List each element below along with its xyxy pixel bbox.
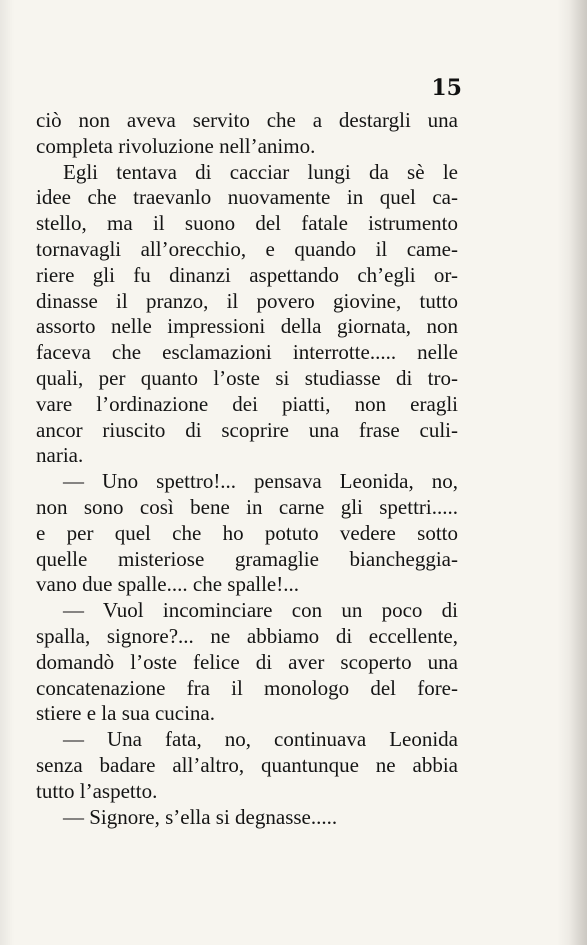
- text-line: domandò l’oste felice di aver scoperto una: [36, 649, 458, 674]
- text-line: quali, per quanto l’oste si studiasse di tro-: [36, 365, 458, 390]
- text-line: idee che traevanlo nuovamente in quel ca-: [36, 185, 458, 210]
- text-line: ciò non aveva servito che a destargli una: [36, 108, 458, 132]
- text-line: completa rivoluzione nell’animo.: [36, 133, 316, 158]
- text-line: senza badare all’altro, quantunque ne abbia: [36, 752, 458, 777]
- text-line: vano due spalle.... che spalle!...: [36, 572, 299, 597]
- text-line: — Signore, s’ella si degnasse.....: [63, 804, 338, 829]
- page-number: 15: [431, 75, 462, 101]
- text-line: quelle misteriose gramaglie biancheggia-: [36, 546, 458, 571]
- text-line: — Vuol incominciare con un poco di: [63, 598, 458, 623]
- text-line: stello, ma il suono del fatale istrumento: [36, 211, 458, 236]
- text-line: spalla, signore?... ne abbiamo di eccellente,: [36, 623, 458, 648]
- text-line: — Una fata, no, continuava Leonida: [63, 727, 458, 752]
- text-line: stiere e la sua cucina.: [36, 701, 215, 726]
- body-text: [36, 108, 458, 830]
- text-line: tutto l’aspetto.: [36, 778, 158, 803]
- text-line: vare l’ordinazione dei piatti, non eragli: [36, 391, 458, 416]
- text-line: assorto nelle impressioni della giornata, non: [36, 314, 458, 339]
- text-line: naria.: [36, 443, 84, 468]
- text-line: e per quel che ho potuto vedere sotto: [36, 520, 458, 545]
- text-line: ancor riuscito di scoprire una frase culi-: [36, 417, 458, 442]
- text-line: Egli tentava di cacciar lungi da sè le: [63, 159, 458, 184]
- text-line: riere gli fu dinanzi aspettando ch’egli or-: [36, 262, 458, 287]
- text-line: concatenazione fra il monologo del fore-: [36, 675, 458, 700]
- text-line: faceva che esclamazioni interrotte..... nelle: [36, 340, 458, 365]
- text-line: — Uno spettro!... pensava Leonida, no,: [63, 469, 458, 494]
- text-line: tornavagli all’orecchio, e quando il came-: [36, 236, 458, 261]
- text-line: dinasse il pranzo, il povero giovine, tutto: [36, 288, 458, 313]
- text-line: non sono così bene in carne gli spettri.....: [36, 494, 458, 519]
- page-edge-shadow: [557, 0, 587, 945]
